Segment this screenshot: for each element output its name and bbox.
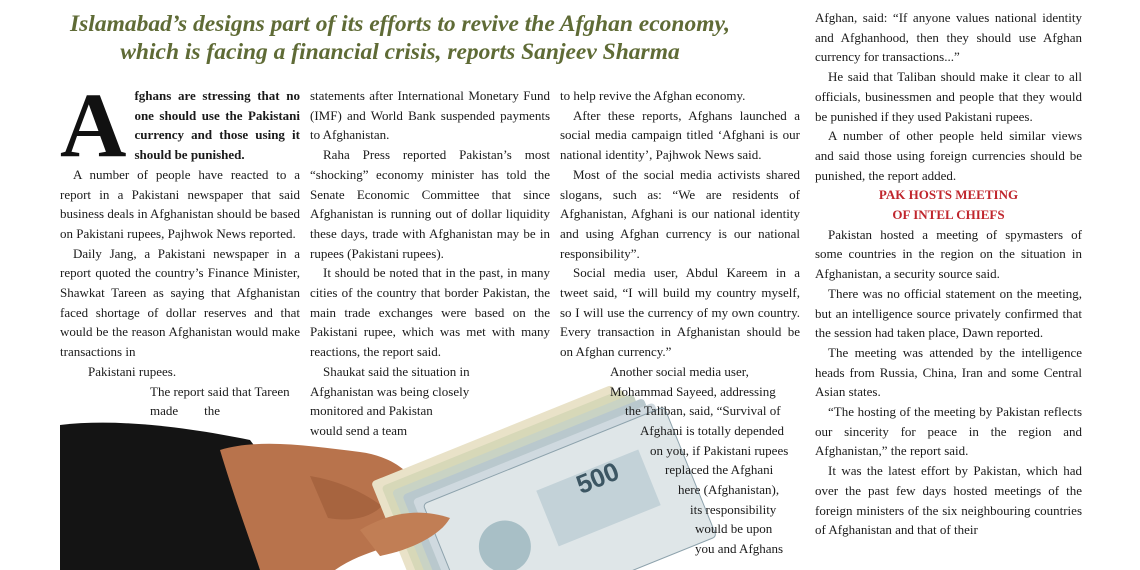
paragraph: “The hosting of the meeting by Pakistan reflects our sincerity for peace in the region and Afghanistan,” the report said. [815, 404, 1082, 459]
wrapped-line: Mohammad Sayeed, addressing [610, 383, 776, 399]
paragraph: Social media user, Abdul Kareem in a tweet said, “I will build my country myself, so I will use the currency of my own country. Every transaction in Afghanistan should be on Afghan currency.” [560, 265, 800, 360]
wrapped-line: you and Afghans [695, 541, 784, 557]
banknote-denomination: 500 [571, 455, 624, 500]
wrapped-line: would be upon [695, 521, 773, 537]
column-1 [60, 74, 300, 421]
lead-paragraph: fghans are stressing that no one should use the Pakistani currency and those using it should be punished. [134, 88, 300, 163]
paragraph-end: Pakistani rupees. [88, 363, 177, 379]
paragraph: After these reports, Afghans launched a social media campaign titled ‘Afghani is our national identity’, Pajhwok News said. [560, 107, 800, 163]
paragraph: to help revive the Afghan economy. [560, 88, 746, 103]
column-3 [560, 86, 800, 559]
wrapped-line: its responsibility [690, 501, 777, 517]
wrapped-line: Another social media user, [610, 363, 749, 379]
paragraph: Most of the social media activists shared slogans, such as: “We are residents of Afghanistan, Afghani is our national identity and using Afghan currency is our national responsibility”. [560, 166, 800, 261]
subheading-line-1: PAK HOSTS MEETING [878, 187, 1019, 203]
paragraph: A number of other people held similar views and said those using foreign currencies should be punished, the report added. [815, 128, 1082, 183]
wrapped-line: the Taliban, said, “Survival of [625, 403, 781, 419]
wrapped-line: here (Afghanistan), [678, 482, 780, 498]
wrapped-line: replaced the Afghani [665, 462, 774, 478]
paragraph: A number of people have reacted to a report in a Pakistani newspaper that said business deals in Afghanistan should be based on Pakistani rupees, Pajhwok News reported. [60, 166, 300, 241]
subheading-line-2: OF INTEL CHIEFS [892, 207, 1005, 223]
paragraph: Daily Jang, a Pakistani newspaper in a report quoted the country’s Finance Minister, Shawkat Tareen as saying that Afghanistan faced shortage of dollar reserves and that would be the reason Afghanistan would make transactions in [60, 245, 300, 360]
paragraph: He said that Taliban should make it clear to all officials, businessmen and people that they would be punished if they used Pakistani rupees. [815, 69, 1082, 124]
deck-line-2: which is facing a financial crisis, reports Sanjeev Sharma [120, 39, 680, 65]
paragraph: would send a team [310, 422, 408, 438]
paragraph: made the [150, 403, 221, 419]
paragraph: It should be noted that in the past, in many cities of the country that border Pakistan, the main trade exchanges were based on the Pakistani rupee, which was met with many reactions, the report said. [310, 265, 550, 360]
paragraph: Afghanistan was being closely [310, 383, 470, 399]
wrapped-line: Afghani is totally depended [640, 422, 785, 438]
paragraph: The meeting was attended by the intelligence heads from Russia, China, Iran and some Central Asian states. [815, 344, 1082, 400]
wrapped-line: on you, if Pakistani rupees [650, 442, 789, 458]
paragraph: Shaukat said the situation in [323, 363, 470, 379]
deck-line-1: Islamabad’s designs part of its efforts to revive the Afghan economy, [70, 11, 730, 37]
paragraph: Pakistan hosted a meeting of spymasters of some countries in the region on the situation in Afghanistan, a security source said. [815, 226, 1082, 282]
paragraph: monitored and Pakistan [310, 403, 433, 419]
paragraph: statements after International Monetary Fund (IMF) and World Bank suspended payments to Afghanistan. [310, 88, 550, 143]
column-2 [310, 86, 550, 441]
subheading [815, 185, 1082, 224]
column-4 [815, 8, 1082, 540]
paragraph: Afghan, said: “If anyone values national identity and Afghanhood, then they should use Afghan currency for transactions...” [815, 10, 1082, 65]
paragraph: The report said that Tareen [150, 383, 290, 399]
article-deck [0, 10, 800, 66]
drop-cap: A [60, 74, 127, 176]
paragraph: Raha Press reported Pakistan’s most “shocking” economy minister has told the Senate Economic Committee that since Afghanistan is running out of dollar liquidity these days, trade with Afghanistan may be in rupees (Pakistani rupees). [310, 147, 550, 261]
paragraph: It was the latest effort by Pakistan, which had over the past few days hosted meetings of the foreign ministers of the six neighbouring countries of Afghanistan and that of their [815, 463, 1082, 538]
paragraph: There was no official statement on the meeting, but an intelligence source privately confirmed that the session had taken place, Dawn reported. [815, 285, 1082, 341]
